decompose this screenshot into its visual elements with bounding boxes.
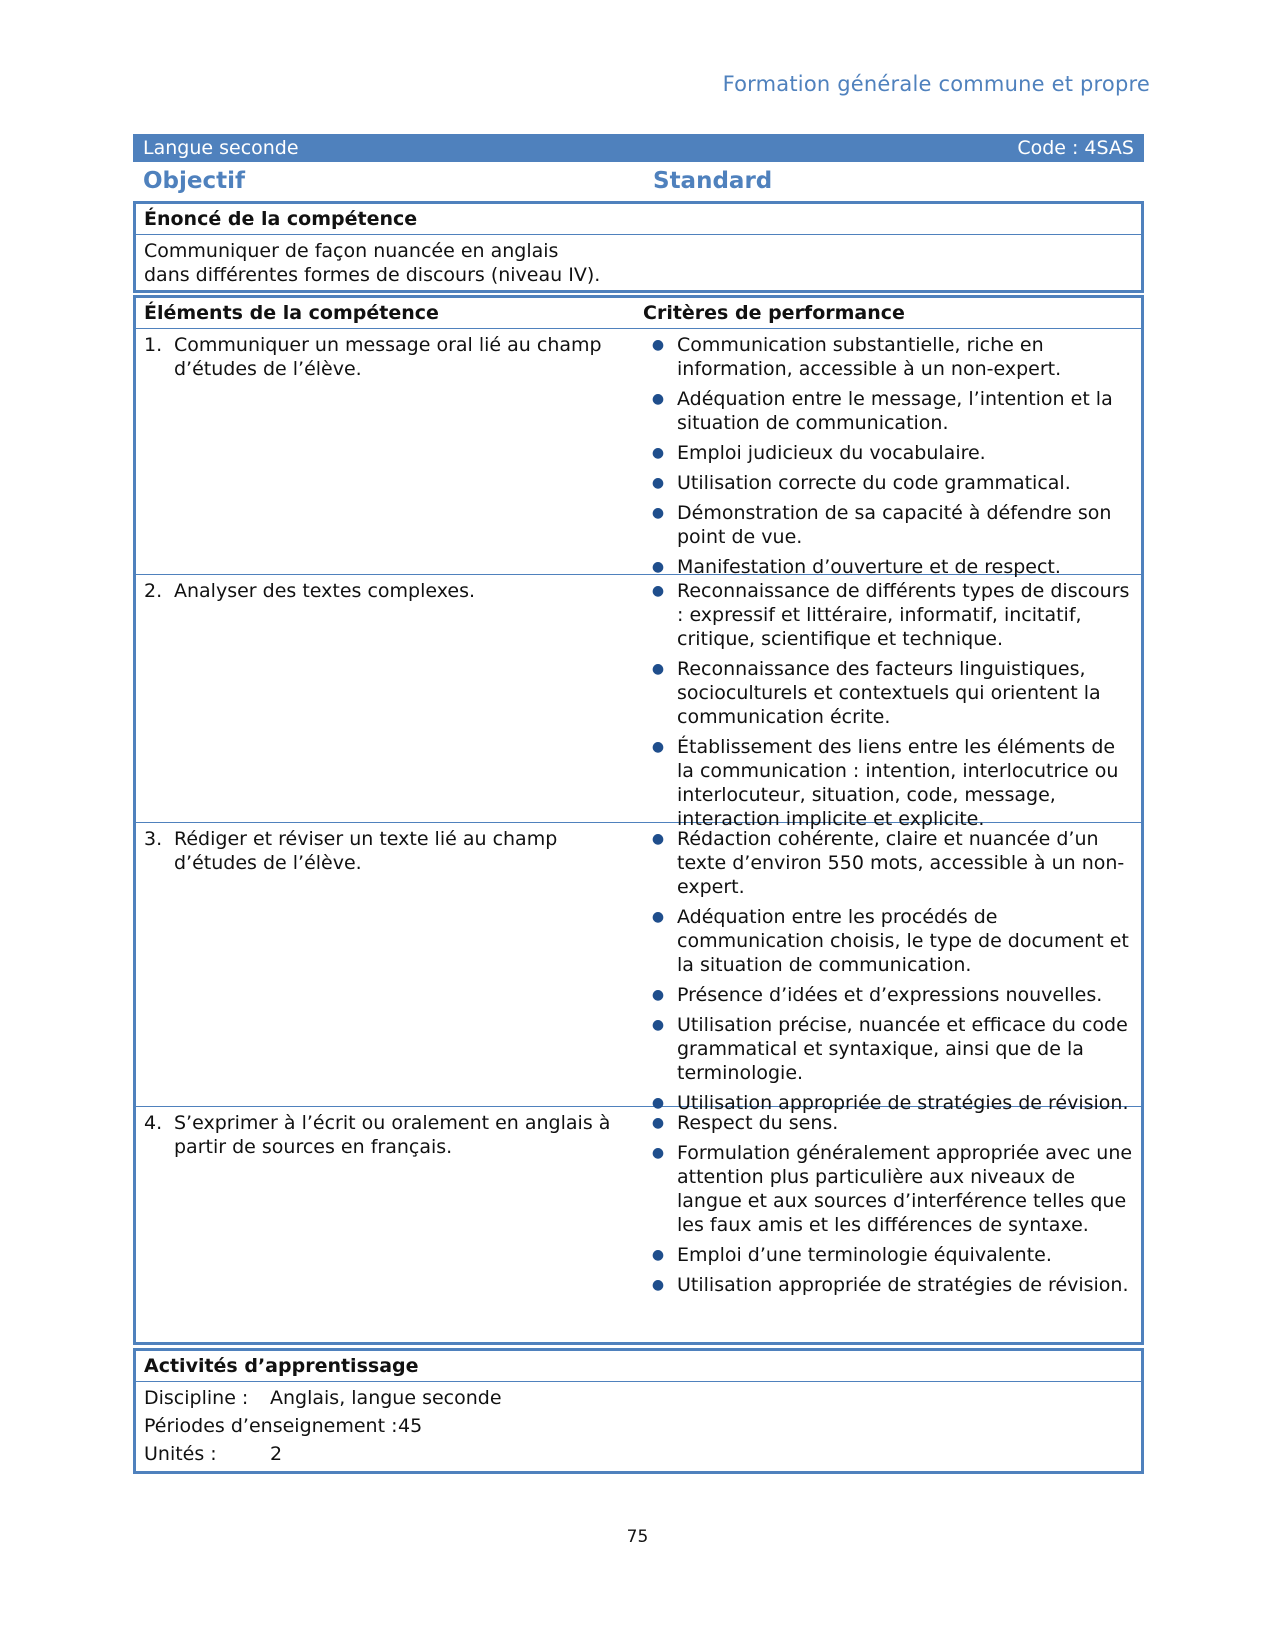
activites-heading: Activités d’apprentissage	[136, 1351, 1141, 1382]
criteria-cell	[639, 575, 1141, 830]
bullet-icon: ●	[651, 909, 665, 925]
standard-label: Standard	[653, 168, 773, 194]
col-elements-header: Éléments de la compétence	[144, 302, 439, 324]
criterion-item	[639, 1013, 1133, 1085]
unites-value: 2	[270, 1443, 283, 1465]
unites-label: Unités :	[144, 1443, 217, 1465]
element-number: 2.	[144, 580, 163, 602]
element-number: 4.	[144, 1112, 163, 1134]
criterion-text: Utilisation correcte du code grammatical.	[677, 472, 1071, 494]
table-row	[136, 575, 1141, 830]
periodes-value: 45	[398, 1415, 423, 1437]
criterion-text: Rédaction cohérente, claire et nuancée d’un texte d’environ 550 mots, accessible à un non-expert.	[677, 828, 1125, 898]
subject-bar	[133, 134, 1144, 162]
bullet-icon: ●	[651, 1115, 665, 1131]
criterion-item	[639, 1111, 1133, 1135]
criterion-text: Adéquation entre les procédés de communication choisis, le type de document et la situation de communication.	[677, 906, 1129, 976]
criteria-cell	[639, 329, 1141, 578]
bullet-icon: ●	[651, 1247, 665, 1263]
criterion-item	[639, 735, 1133, 831]
criterion-item	[639, 471, 1133, 495]
criterion-text: Présence d’idées et d’expressions nouvelles.	[677, 984, 1103, 1006]
objective-label: Objectif	[143, 168, 246, 194]
bullet-icon: ●	[651, 661, 665, 677]
periodes-label: Périodes d’enseignement :	[144, 1415, 398, 1437]
criterion-item	[639, 1243, 1133, 1267]
subject-name: Langue seconde	[143, 137, 299, 159]
discipline-value: Anglais, langue seconde	[270, 1387, 502, 1409]
competence-table	[133, 295, 1144, 1345]
criterion-item	[639, 905, 1133, 977]
bullet-icon: ●	[651, 445, 665, 461]
bullet-icon: ●	[651, 475, 665, 491]
bullet-icon: ●	[651, 1095, 665, 1111]
bullet-icon: ●	[651, 391, 665, 407]
enonce-box	[133, 201, 1144, 293]
criterion-item	[639, 657, 1133, 729]
element-text: Rédiger et réviser un texte lié au champ d’études de l’élève.	[174, 828, 558, 874]
criterion-text: Communication substantielle, riche en information, accessible à un non-expert.	[677, 334, 1062, 380]
criterion-text: Reconnaissance des facteurs linguistiques, socioculturels et contextuels qui orientent la communication écrite.	[677, 658, 1101, 728]
element-cell	[136, 329, 639, 574]
criterion-item	[639, 441, 1133, 465]
element-cell	[136, 575, 639, 822]
element-text: Analyser des textes complexes.	[174, 580, 476, 602]
discipline-line	[136, 1384, 1141, 1412]
bullet-icon: ●	[651, 583, 665, 599]
table-header	[136, 298, 1141, 329]
bullet-icon: ●	[651, 337, 665, 353]
bullet-icon: ●	[651, 505, 665, 521]
criterion-text: Reconnaissance de différents types de discours : expressif et littéraire, informatif, incitatif, critique, scientifique et technique.	[677, 580, 1130, 650]
unites-line	[136, 1440, 1141, 1468]
criterion-item	[639, 333, 1133, 381]
criterion-text: Utilisation précise, nuancée et efficace du code grammatical et syntaxique, ainsi que de la terminologie.	[677, 1014, 1128, 1084]
bullet-icon: ●	[651, 831, 665, 847]
table-row	[136, 329, 1141, 578]
criterion-text: Adéquation entre le message, l’intention et la situation de communication.	[677, 388, 1113, 434]
criterion-text: Emploi d’une terminologie équivalente.	[677, 1244, 1052, 1266]
criterion-text: Respect du sens.	[677, 1112, 839, 1134]
enonce-heading: Énoncé de la compétence	[136, 204, 1141, 235]
enonce-text: Communiquer de façon nuancée en anglais dans différentes formes de discours (niveau IV).	[144, 240, 601, 286]
course-code: Code : 4SAS	[1017, 137, 1134, 159]
criterion-text: Utilisation appropriée de stratégies de révision.	[677, 1092, 1129, 1114]
objective-row	[133, 163, 1144, 199]
bullet-icon: ●	[651, 1017, 665, 1033]
criterion-item	[639, 983, 1133, 1007]
criteria-cell	[639, 1107, 1141, 1297]
page-number: 75	[626, 1527, 649, 1547]
criterion-item	[639, 827, 1133, 899]
table-row	[136, 1107, 1141, 1297]
bullet-icon: ●	[651, 1277, 665, 1293]
criterion-item	[639, 387, 1133, 435]
discipline-label: Discipline :	[144, 1387, 249, 1409]
criterion-item	[639, 501, 1133, 549]
bullet-icon: ●	[651, 1145, 665, 1161]
bullet-icon: ●	[651, 987, 665, 1003]
element-number: 3.	[144, 828, 163, 850]
criterion-item	[639, 579, 1133, 651]
criterion-item	[639, 1273, 1133, 1297]
criteria-cell	[639, 823, 1141, 1114]
criterion-text: Établissement des liens entre les éléments de la communication : intention, interlocutrice ou interlocuteur, situation, code, message, interaction implicite et explicite.	[677, 736, 1119, 830]
criterion-text: Manifestation d’ouverture et de respect.	[677, 556, 1061, 578]
bullet-icon: ●	[651, 739, 665, 755]
criterion-text: Utilisation appropriée de stratégies de révision.	[677, 1274, 1129, 1296]
element-cell	[136, 1107, 639, 1297]
table-row	[136, 823, 1141, 1114]
element-number: 1.	[144, 334, 163, 356]
col-criteria-header: Critères de performance	[643, 302, 905, 324]
element-cell	[136, 823, 639, 1106]
element-text: Communiquer un message oral lié au champ d’études de l’élève.	[174, 334, 602, 380]
document-header: Formation générale commune et propre	[722, 72, 1150, 96]
criterion-text: Formulation généralement appropriée avec une attention plus particulière aux niveaux de langue et aux sources d’interférence telles que les faux amis et les différences de syntaxe.	[677, 1142, 1133, 1236]
activites-box	[133, 1348, 1144, 1474]
criterion-text: Démonstration de sa capacité à défendre son point de vue.	[677, 502, 1112, 548]
periodes-line	[136, 1412, 1141, 1440]
criterion-text: Emploi judicieux du vocabulaire.	[677, 442, 986, 464]
element-text: S’exprimer à l’écrit ou oralement en anglais à partir de sources en français.	[174, 1112, 611, 1158]
bullet-icon: ●	[651, 559, 665, 575]
criterion-item	[639, 1141, 1133, 1237]
